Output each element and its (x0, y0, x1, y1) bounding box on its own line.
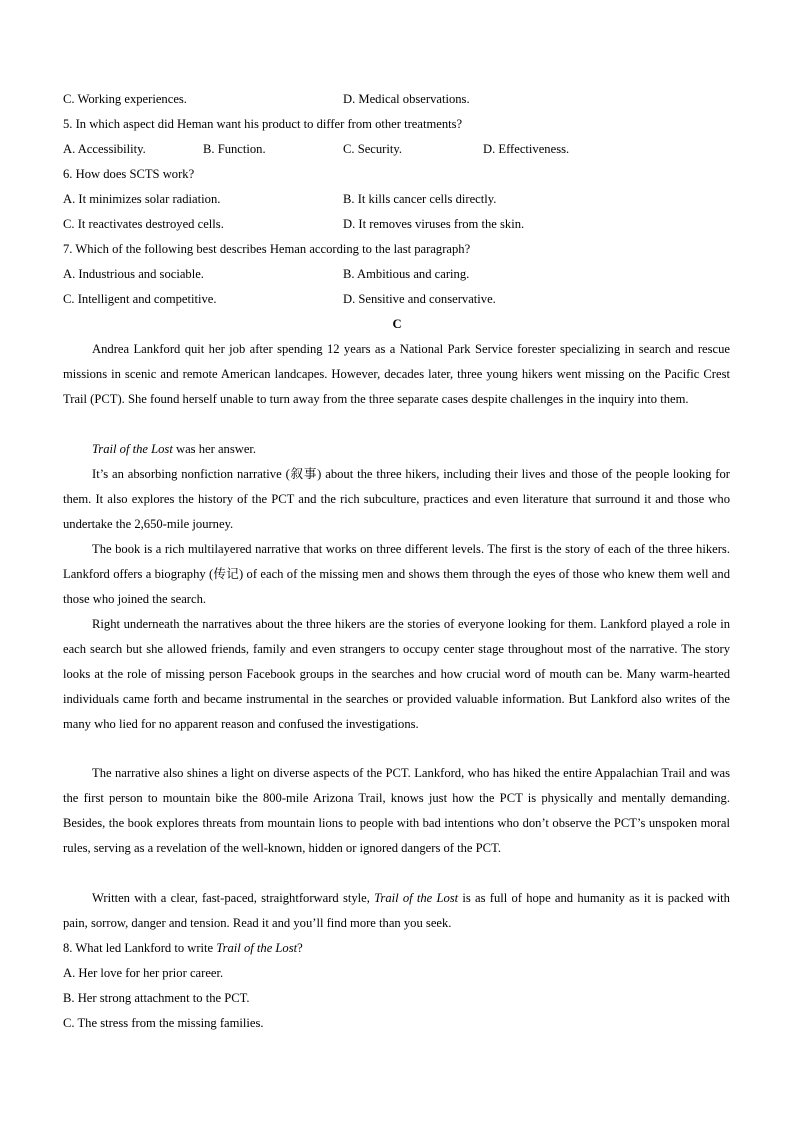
option-a: A. Industrious and sociable. (63, 267, 204, 281)
passage-paragraph-7 (63, 886, 730, 936)
question-5-stem: 5. In which aspect did Heman want his product to differ from other treatments? (63, 117, 463, 131)
passage-paragraph-6: The narrative also shines a light on diverse aspects of the PCT. Lankford, who has hiked the entire Appalachian Trail and was the first person to mountain bike the 800-mile Arizona Trail, knows just how the PCT is physically and mentally demanding. Besides, the book explores threats from mountain lions to people with bad intentions who don’t observe the PCT’s unspoken moral rules, serving as a revelation of the well-known, hidden or ignored dangers of the PCT. (63, 766, 730, 855)
option-b: B. Function. (203, 142, 266, 156)
passage-paragraph-4: The book is a rich multilayered narrative that works on three different levels. The first is the story of each of the three hikers. Lankford offers a biography (传记) of each of the missing men and shows them through the eyes of those who knew them well and those who joined the search. (63, 542, 730, 606)
option-c: C. Intelligent and competitive. (63, 292, 217, 306)
passage-paragraph-5: Right underneath the narratives about the three hikers are the stories of everyone looking for them. Lankford played a role in each search but she allowed friends, family and even strangers to occupy center stage throughout most of the narrative. The story looks at the role of missing person Facebook groups in the searches and how crucial word of mouth can be. Many warm-hearted individuals came forth and became instrumental in the searches or provided valuable information. But Lankford also writes of the many who lied for no apparent reason and confused the investigations. (63, 617, 730, 731)
option-d: D. Effectiveness. (483, 142, 570, 156)
option-c: C. Working experiences. (63, 92, 187, 106)
question-7-options-row-2 (63, 287, 496, 312)
option-c: C. It reactivates destroyed cells. (63, 217, 224, 231)
question-4-options-row (63, 87, 470, 112)
question-8-option-c: C. The stress from the missing families. (63, 1016, 264, 1030)
question-7-options-row-1 (63, 262, 470, 287)
option-d: D. Medical observations. (343, 92, 470, 106)
question-8-option-a: A. Her love for her prior career. (63, 966, 224, 980)
paragraph-text: Written with a clear, fast-paced, straightforward style, (92, 891, 375, 905)
stem-text: ? (297, 941, 303, 955)
paragraph-text: was her answer. (172, 442, 257, 456)
option-a: A. Accessibility. (63, 142, 146, 156)
book-title: Trail of the Lost (374, 891, 459, 905)
paragraph-text: is as full of hope and humanity as it is packed with pain, sorrow, danger and tension. Read it and you’ll find more than you seek. (63, 891, 730, 930)
option-a: A. It minimizes solar radiation. (63, 192, 221, 206)
option-d: D. Sensitive and conservative. (343, 292, 496, 306)
option-c: C. Security. (343, 142, 402, 156)
question-5-options-row (63, 137, 570, 162)
question-8-stem (63, 936, 303, 961)
question-7-stem: 7. Which of the following best describes Heman according to the last paragraph? (63, 242, 471, 256)
option-b: B. It kills cancer cells directly. (343, 192, 497, 206)
passage-paragraph-3: It’s an absorbing nonfiction narrative (叙事) about the three hikers, including their lives and those of the people looking for them. It also explores the history of the PCT and the rich subculture, practices and even literature that surround it and those who undertake the 2,650-mile journey. (63, 467, 730, 531)
section-heading: C (392, 317, 402, 331)
option-d: D. It removes viruses from the skin. (343, 217, 525, 231)
question-8-option-b: B. Her strong attachment to the PCT. (63, 991, 250, 1005)
passage-paragraph-2 (63, 437, 730, 462)
book-title: Trail of the Lost (92, 442, 173, 456)
book-title: Trail of the Lost (216, 941, 298, 955)
passage-paragraph-1: Andrea Lankford quit her job after spending 12 years as a National Park Service forester specializing in search and rescue missions in scenic and remote American landcapes. However, decades later, three young hikers went missing on the Pacific Crest Trail (PCT). She found herself unable to turn away from the three separate cases despite challenges in the inquiry into them. (63, 342, 730, 406)
option-b: B. Ambitious and caring. (343, 267, 470, 281)
question-6-options-row-1 (63, 187, 497, 212)
question-6-stem: 6. How does SCTS work? (63, 167, 195, 181)
stem-text: 8. What led Lankford to write (63, 941, 217, 955)
question-6-options-row-2 (63, 212, 525, 237)
